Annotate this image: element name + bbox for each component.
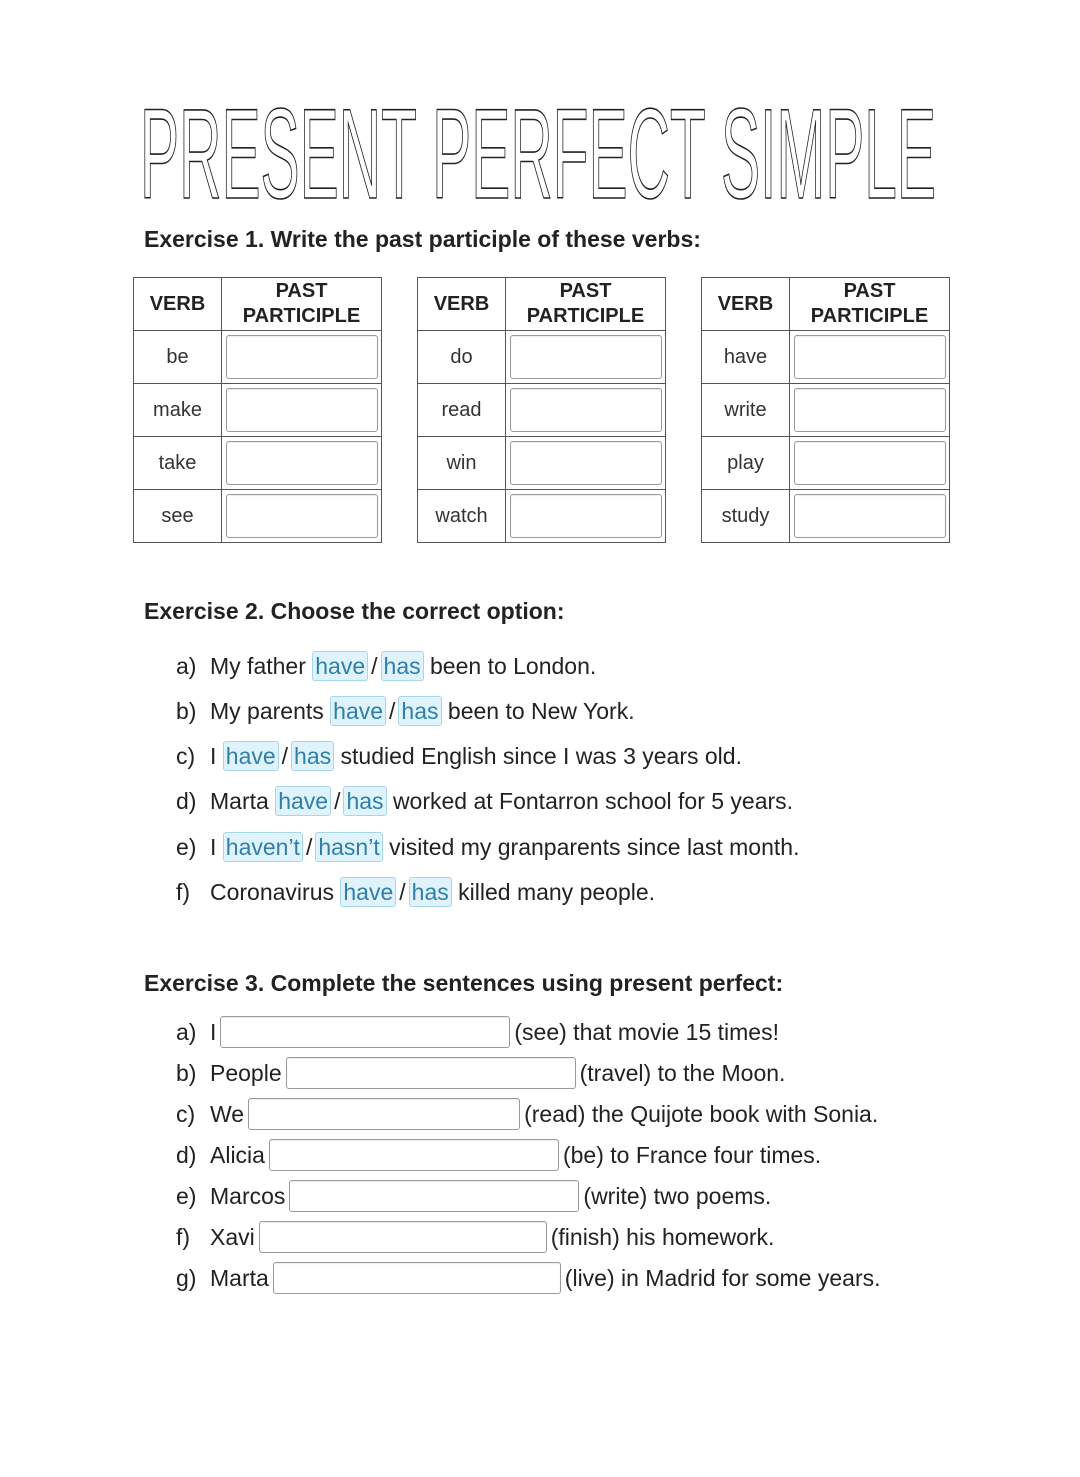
option-have[interactable]: have [340, 877, 396, 907]
option-have[interactable]: have [223, 741, 279, 771]
table-row [418, 490, 666, 543]
item-subject: People [210, 1060, 282, 1086]
item-before-text: My parents [210, 698, 324, 724]
past-participle-column-header [506, 278, 666, 331]
answer-input[interactable] [226, 494, 378, 538]
verb-table-3 [701, 277, 950, 543]
past-participle-column-header [790, 278, 950, 331]
answer-cell [222, 490, 382, 543]
header-line-1: PAST [275, 280, 328, 302]
item-subject: We [210, 1101, 245, 1127]
item-letter: b) [176, 698, 197, 724]
table-row [134, 490, 382, 543]
answer-input[interactable] [794, 441, 946, 485]
verb-cell: make [134, 384, 222, 437]
item-rest-text: (write) two poems. [583, 1183, 772, 1209]
verb-cell: play [702, 437, 790, 490]
item-letter: e) [176, 1183, 197, 1209]
verb-cell: have [702, 331, 790, 384]
answer-input[interactable] [510, 388, 662, 432]
item-subject: Marcos [210, 1183, 286, 1209]
item-after-text: been to London. [430, 653, 597, 679]
verb-cell: read [418, 384, 506, 437]
answer-cell [790, 384, 950, 437]
exercise-1-heading: Exercise 1. Write the past participle of these verbs: [144, 226, 701, 252]
table-row [134, 437, 382, 490]
option-have[interactable]: have [275, 786, 331, 816]
answer-input[interactable] [794, 335, 946, 379]
option-has[interactable]: has [381, 651, 424, 681]
table-row [418, 331, 666, 384]
verb-cell: write [702, 384, 790, 437]
verb-table-2 [417, 277, 666, 543]
answer-cell [222, 384, 382, 437]
table-header-row [702, 278, 950, 331]
answer-cell [790, 437, 950, 490]
choice-item [176, 832, 799, 862]
title-outline-lettering [140, 92, 940, 204]
answer-input[interactable] [226, 335, 378, 379]
item-after-text: studied English since I was 3 years old. [340, 743, 742, 769]
option-hasnt[interactable]: hasn’t [315, 832, 382, 862]
option-have[interactable]: have [312, 651, 368, 681]
answer-field[interactable] [286, 1057, 576, 1089]
item-before-text: I [210, 743, 217, 769]
table-row [418, 384, 666, 437]
answer-field[interactable] [248, 1098, 520, 1130]
choice-item [176, 741, 742, 771]
verb-cell: be [134, 331, 222, 384]
table-row [418, 437, 666, 490]
item-letter: d) [176, 788, 197, 814]
table-header-row [134, 278, 382, 331]
item-before-text: Coronavirus [210, 879, 334, 905]
answer-field[interactable] [220, 1016, 510, 1048]
item-letter: b) [176, 1060, 197, 1086]
item-after-text: killed many people. [458, 879, 656, 905]
answer-cell [222, 331, 382, 384]
completion-item [176, 1262, 881, 1294]
choice-item [176, 877, 655, 907]
answer-cell [506, 384, 666, 437]
header-line-1: PAST [843, 280, 896, 302]
title-text: PRESENT PERFECT SIMPLE [140, 92, 936, 204]
item-letter: a) [176, 653, 197, 679]
header-line-2: PARTICIPLE [526, 305, 645, 327]
completion-item [176, 1016, 779, 1048]
choice-item [176, 786, 793, 816]
option-has[interactable]: has [409, 877, 452, 907]
verb-table-1 [133, 277, 382, 543]
option-separator: / [389, 698, 396, 724]
item-before-text: Marta [210, 788, 269, 814]
item-subject: Xavi [210, 1224, 255, 1250]
verb-cell: watch [418, 490, 506, 543]
option-separator: / [399, 879, 406, 905]
past-participle-column-header [222, 278, 382, 331]
table-row [702, 331, 950, 384]
completion-item [176, 1139, 821, 1171]
option-has[interactable]: has [343, 786, 386, 816]
header-line-2: PARTICIPLE [810, 305, 929, 327]
item-after-text: visited my granparents since last month. [389, 834, 800, 860]
item-letter: c) [176, 743, 196, 769]
item-subject: I [210, 1019, 217, 1045]
table-header-row [418, 278, 666, 331]
verb-column-header: VERB [134, 278, 222, 331]
item-rest-text: (read) the Quijote book with Sonia. [524, 1101, 879, 1127]
answer-cell [506, 437, 666, 490]
item-letter: g) [176, 1265, 197, 1291]
completion-item [176, 1098, 878, 1130]
item-subject: Alicia [210, 1142, 265, 1168]
choice-item [176, 696, 635, 726]
table-row [702, 437, 950, 490]
verb-cell: see [134, 490, 222, 543]
answer-cell [506, 490, 666, 543]
answer-cell [222, 437, 382, 490]
answer-input[interactable] [226, 388, 378, 432]
table-row [702, 384, 950, 437]
answer-cell [506, 331, 666, 384]
answer-field[interactable] [273, 1262, 561, 1294]
table-row [702, 490, 950, 543]
item-rest-text: (see) that movie 15 times! [514, 1019, 779, 1045]
verb-column-header: VERB [702, 278, 790, 331]
exercise-3-heading: Exercise 3. Complete the sentences using present perfect: [144, 970, 784, 996]
item-letter: c) [176, 1101, 196, 1127]
answer-input[interactable] [510, 335, 662, 379]
worksheet-title [140, 92, 940, 204]
answer-cell [790, 331, 950, 384]
answer-input[interactable] [510, 494, 662, 538]
option-have[interactable]: have [330, 696, 386, 726]
item-letter: e) [176, 834, 197, 860]
item-after-text: worked at Fontarron school for 5 years. [392, 788, 794, 814]
answer-input[interactable] [510, 441, 662, 485]
verb-cell: take [134, 437, 222, 490]
completion-item [176, 1221, 774, 1253]
option-havent[interactable]: haven’t [223, 832, 303, 862]
answer-field[interactable] [259, 1221, 547, 1253]
option-separator: / [371, 653, 378, 679]
item-letter: d) [176, 1142, 197, 1168]
answer-input[interactable] [226, 441, 378, 485]
answer-input[interactable] [794, 494, 946, 538]
completion-item [176, 1180, 771, 1212]
table-row [134, 331, 382, 384]
item-letter: f) [176, 1224, 191, 1250]
item-rest-text: (be) to France four times. [562, 1142, 822, 1168]
verb-cell: study [702, 490, 790, 543]
header-line-2: PARTICIPLE [242, 305, 361, 327]
answer-cell [790, 490, 950, 543]
item-rest-text: (live) in Madrid for some years. [564, 1265, 881, 1291]
item-before-text: My father [210, 653, 306, 679]
table-row [134, 384, 382, 437]
option-has[interactable]: has [398, 696, 441, 726]
item-letter: f) [176, 879, 191, 905]
answer-input[interactable] [794, 388, 946, 432]
verb-cell: win [418, 437, 506, 490]
header-line-1: PAST [559, 280, 612, 302]
answer-field[interactable] [269, 1139, 559, 1171]
completion-item [176, 1057, 785, 1089]
option-has[interactable]: has [291, 741, 334, 771]
item-subject: Marta [210, 1265, 269, 1291]
item-rest-text: (travel) to the Moon. [579, 1060, 786, 1086]
item-rest-text: (finish) his homework. [550, 1224, 775, 1250]
item-after-text: been to New York. [447, 698, 635, 724]
exercise-2-heading: Exercise 2. Choose the correct option: [144, 598, 565, 624]
option-separator: / [281, 743, 289, 769]
verb-column-header: VERB [418, 278, 506, 331]
answer-field[interactable] [289, 1180, 579, 1212]
item-letter: a) [176, 1019, 197, 1045]
option-separator: / [334, 788, 341, 814]
item-before-text: I [210, 834, 217, 860]
option-separator: / [305, 834, 313, 860]
choice-item [176, 651, 596, 681]
verb-cell: do [418, 331, 506, 384]
